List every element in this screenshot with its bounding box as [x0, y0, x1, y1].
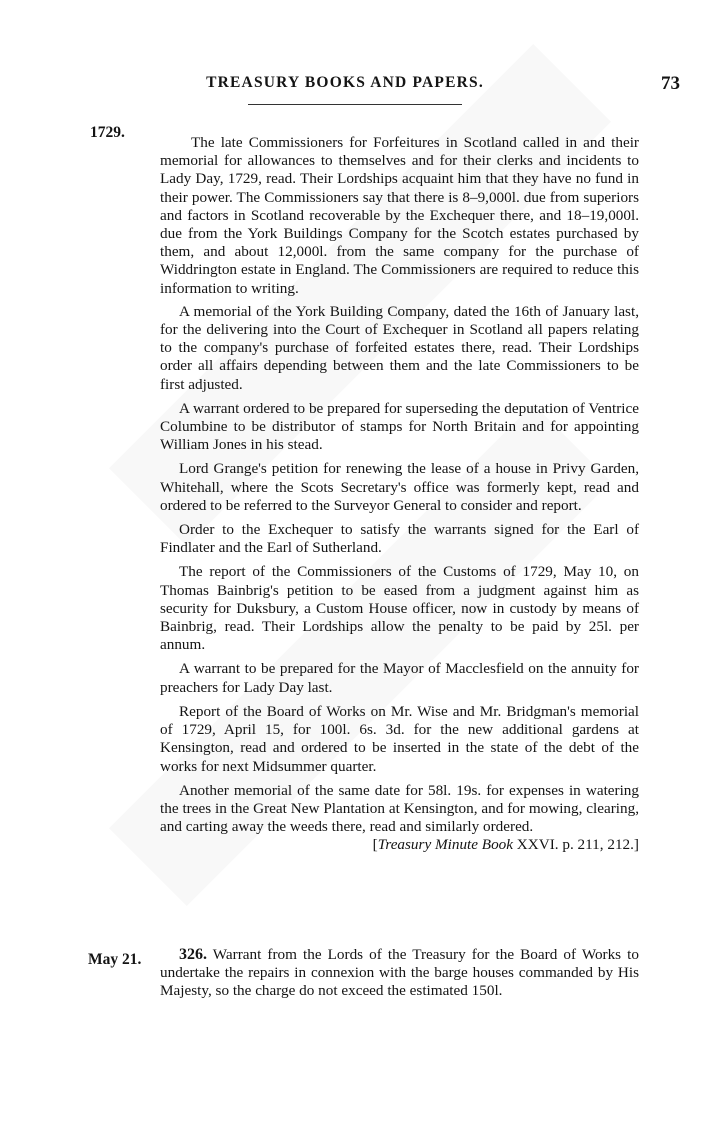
marginal-year: 1729.: [90, 124, 125, 141]
paragraph: Report of the Board of Works on Mr. Wise and Mr. Bridgman's memorial of 1729, April 15, for 100l. 6s. 3d. for the new additional gardens at Kensington, read and ordered to be inserted in the state of the debt of the works for next Midsummer quarter.: [160, 702, 639, 775]
entry-text: Warrant from the Lords of the Treasury for the Board of Works to undertake the repairs in connexion with the barge houses commanded by His Majesty, so the charge do not exceed the estimated 150l.: [160, 946, 639, 1000]
citation-title: Treasury Minute Book: [377, 836, 513, 854]
running-header-title: TREASURY BOOKS AND PAPERS.: [206, 74, 484, 91]
entry-date: May 21.: [88, 951, 142, 968]
paragraph: A memorial of the York Building Company, dated the 16th of January last, for the delivering into the Court of Exchequer in Scotland all papers relating to the company's purchase of forfeited estates there, read. Their Lordships order all affairs depending between them and the late Commissioners to be first adjusted.: [160, 302, 639, 393]
page-number: 73: [661, 73, 680, 94]
citation-open: [: [372, 836, 378, 854]
paragraph: Order to the Exchequer to satisfy the warrants signed for the Earl of Findlater and the Earl of Sutherland.: [160, 521, 639, 557]
paragraph: A warrant to be prepared for the Mayor of Macclesfield on the annuity for preachers for Lady Day last.: [160, 660, 639, 696]
minute-body: [160, 134, 639, 854]
numbered-entry: [160, 946, 639, 1001]
paragraph: The late Commissioners for Forfeitures in Scotland called in and their memorial for allowances to themselves and for their clerks and incidents to Lady Day, 1729, read. Their Lordships acquaint him that they have no fund in their power. The Commissioners say that there is 8–9,000l. due from superiors and factors in Scotland recoverable by the Exchequer there, and 18–19,000l. due from the York Buildings Company for the Scotch estates purchased by them, and about 12,000l. from the same company for the purchase of Widdrington estate in England. The Commissioners are required to reduce this information to writing.: [160, 134, 639, 297]
paragraph: Lord Grange's petition for renewing the lease of a house in Privy Garden, Whitehall, where the Scots Secretary's office was formerly kept, read and ordered to be referred to the Surveyor General to consider and report.: [160, 460, 639, 514]
citation-rest: XXVI. p. 211, 212.]: [513, 836, 639, 854]
paragraph: Another memorial of the same date for 58l. 19s. for expenses in watering the trees in the Great New Plantation at Kensington, and for mowing, clearing, and carting away the weeds there, read and similarly ordered.: [160, 781, 639, 836]
source-citation: [160, 836, 639, 854]
paragraph: The report of the Commissioners of the Customs of 1729, May 10, on Thomas Bainbrig's petition to be eased from a judgment against him as security for Duksbury, a Custom House officer, now in custody by means of Bainbrig, read. Their Lordships allow the penalty to be paid by 25l. per annum.: [160, 563, 639, 654]
paragraph: A warrant ordered to be prepared for superseding the deputation of Ventrice Columbine to be distributor of stamps for North Britain and for appointing William Jones in his stead.: [160, 399, 639, 454]
entry-number: 326.: [179, 946, 207, 963]
header-rule: [248, 104, 462, 105]
